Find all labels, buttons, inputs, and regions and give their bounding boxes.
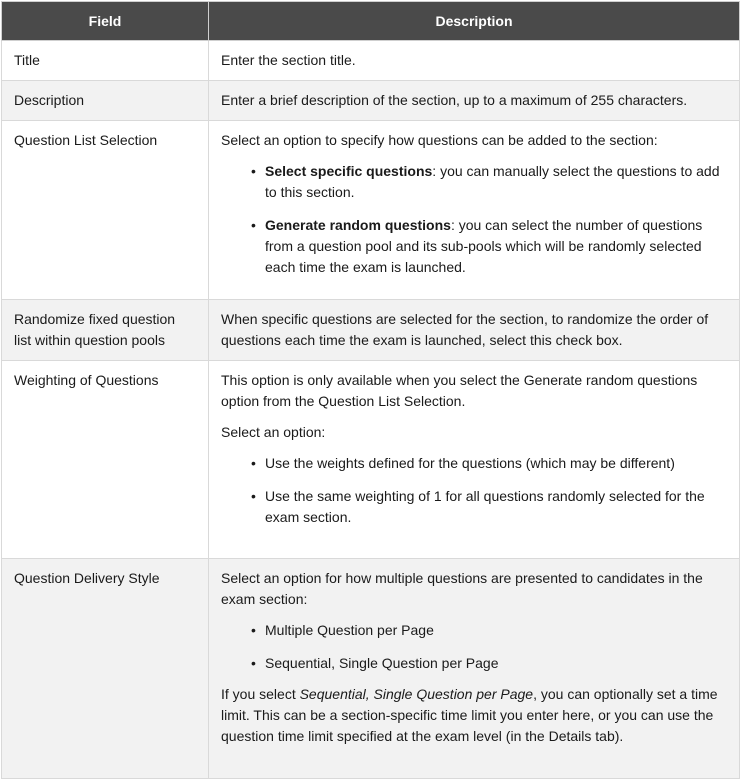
field-cell: Title [2,41,209,81]
table-row [2,81,740,121]
info-text: Select an option for how multiple questions are presented to candidates in the exam section: [221,570,703,607]
list-item: • Use the weights defined for the questions (which may be different) [265,453,727,474]
bullet-list [221,620,727,674]
field-cell: Question Delivery Style [2,559,209,779]
info-text: Select an option: [221,424,326,440]
list-item [265,215,727,278]
table-row [2,41,740,81]
list-item: • Use the same weighting of 1 for all questions randomly selected for the exam section. [265,486,727,528]
info-text [221,684,727,747]
bullet-bold: Generate random questions [265,217,451,233]
intro-text: Select an option to specify how questions can be added to the section: [221,132,658,148]
bullet-text: : you can select the number of questions from a question pool and its sub-pools which will be randomly selected each time the exam is launched. [265,217,703,275]
description-cell [209,121,740,300]
table-row [2,121,740,300]
table-row [2,559,740,779]
header-description: Description [209,2,740,41]
field-cell: Weighting of Questions [2,361,209,559]
description-cell [209,559,740,779]
header-field: Field [2,2,209,41]
field-cell: Question List Selection [2,121,209,300]
description-cell: When specific questions are selected for the section, to randomize the order of questions each time the exam is launched, select this check box. [209,300,740,361]
text-italic: Sequential, Single Question per Page [299,686,534,702]
field-cell: Description [2,81,209,121]
info-text: This option is only available when you select the Generate random questions option from the Question List Selection. [221,372,698,409]
bullet-list [221,453,727,528]
table-row [2,361,740,559]
text-rest: , you can optionally set a time limit. This can be a section-specific time limit you enter here, or you can use the question time limit specified at the exam level (in the Details tab). [221,686,718,744]
field-cell: Randomize fixed question list within question pools [2,300,209,361]
description-cell: Enter the section title. [209,41,740,81]
bullet-bold: Select specific questions [265,163,433,179]
text-lead: If you select [221,686,300,702]
list-item [265,161,727,203]
description-cell [209,361,740,559]
field-description-table [1,1,740,779]
table-row [2,300,740,361]
list-item: • Sequential, Single Question per Page [265,653,727,674]
bullet-text: : you can manually select the questions to add to this section. [265,163,720,200]
description-cell: Enter a brief description of the section, up to a maximum of 255 characters. [209,81,740,121]
bullet-list [221,161,727,278]
table-header-row [2,2,740,41]
list-item: • Multiple Question per Page [265,620,727,641]
